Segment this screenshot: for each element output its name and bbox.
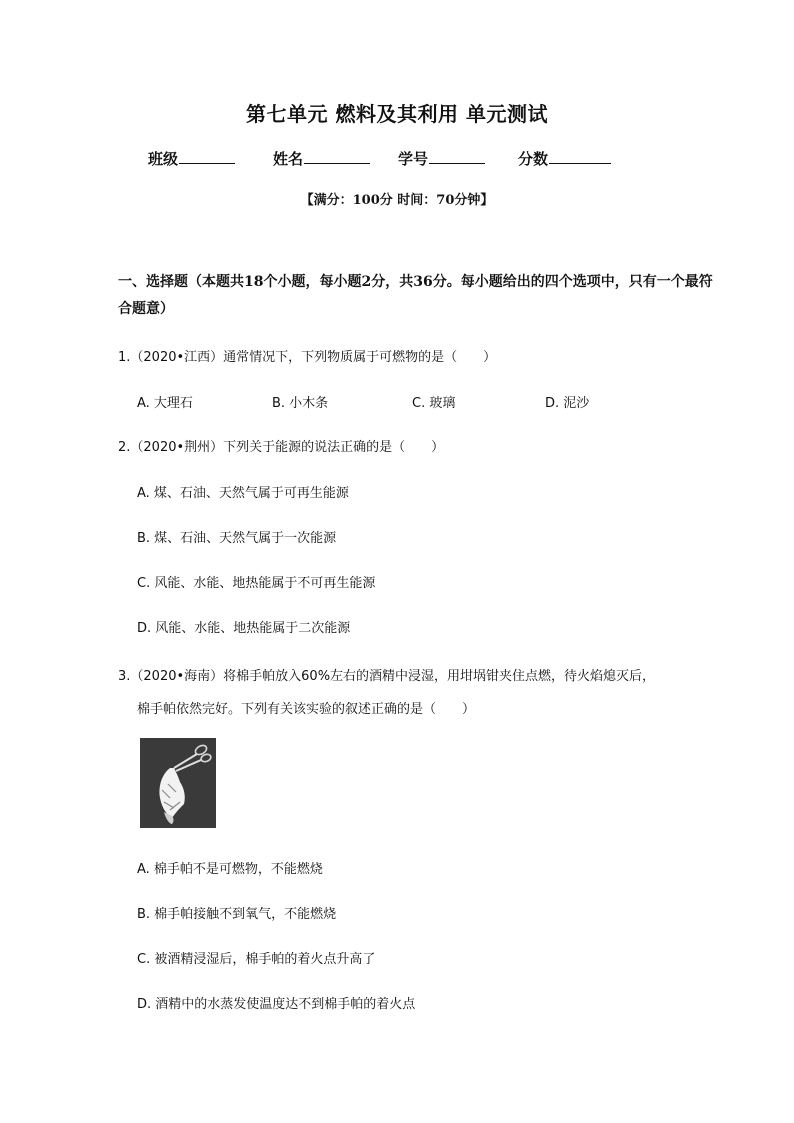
question-number: 2.: [118, 440, 131, 455]
experiment-photo: [140, 738, 216, 828]
exam-meta: 【满分：100分 时间：70分钟】: [300, 193, 494, 208]
question-stem-line-2: 棉手帕依然完好。下列有关该实验的叙述正确的是（ ）: [137, 702, 476, 717]
q2-option-b[interactable]: B. 煤、石油、天然气属于一次能源: [137, 531, 337, 546]
score-blank[interactable]: [549, 148, 611, 164]
q3-option-d[interactable]: D. 酒精中的水蒸发使温度达不到棉手帕的着火点: [137, 997, 416, 1012]
q1-option-a[interactable]: A. 大理石: [137, 396, 193, 411]
q2-option-c[interactable]: C. 风能、水能、地热能属于不可再生能源: [137, 576, 376, 591]
question-stem-line-1: （2020•海南）将棉手帕放入60%左右的酒精中浸湿，用坩埚钳夹住点燃，待火焰熄灭后，: [130, 669, 656, 684]
score-label: 分数: [518, 150, 549, 168]
q3-option-c[interactable]: C. 被酒精浸湿后，棉手帕的着火点升高了: [137, 952, 376, 967]
name-blank[interactable]: [304, 148, 370, 164]
question-3: [118, 660, 718, 726]
student-id-blank[interactable]: [429, 148, 485, 164]
q1-option-b[interactable]: B. 小木条: [272, 396, 329, 411]
q3-option-b[interactable]: B. 棉手帕接触不到氧气，不能燃烧: [137, 907, 337, 922]
score-field[interactable]: [518, 148, 611, 169]
student-info-row: [0, 148, 794, 172]
name-field[interactable]: [273, 148, 370, 169]
question-stem: （2020•荆州）下列关于能源的说法正确的是（ ）: [130, 440, 445, 455]
class-field[interactable]: [148, 148, 235, 169]
class-blank[interactable]: [179, 148, 235, 164]
q2-option-d[interactable]: D. 风能、水能、地热能属于二次能源: [137, 621, 351, 636]
q3-option-a[interactable]: A. 棉手帕不是可燃物，不能燃烧: [137, 862, 323, 877]
question-number: 3.: [118, 669, 131, 684]
student-id-field[interactable]: [398, 148, 485, 169]
question-1: [118, 346, 496, 365]
question-number: 1.: [118, 350, 131, 365]
student-id-label: 学号: [398, 150, 429, 168]
q1-option-d[interactable]: D. 泥沙: [545, 396, 590, 411]
question-2: [118, 436, 444, 455]
question-stem: （2020•江西）通常情况下，下列物质属于可燃物的是（ ）: [130, 350, 497, 365]
class-label: 班级: [148, 150, 179, 168]
q1-option-c[interactable]: C. 玻璃: [412, 396, 456, 411]
q2-option-a[interactable]: A. 煤、石油、天然气属于可再生能源: [137, 486, 349, 501]
tongs-handkerchief-icon: [140, 738, 216, 828]
page-title: 第七单元 燃料及其利用 单元测试: [246, 102, 548, 126]
section-heading: 一、选择题（本题共18个小题，每小题2分，共36分。每小题给出的四个选项中，只有一个最符合题意）: [118, 274, 713, 317]
name-label: 姓名: [273, 150, 304, 168]
